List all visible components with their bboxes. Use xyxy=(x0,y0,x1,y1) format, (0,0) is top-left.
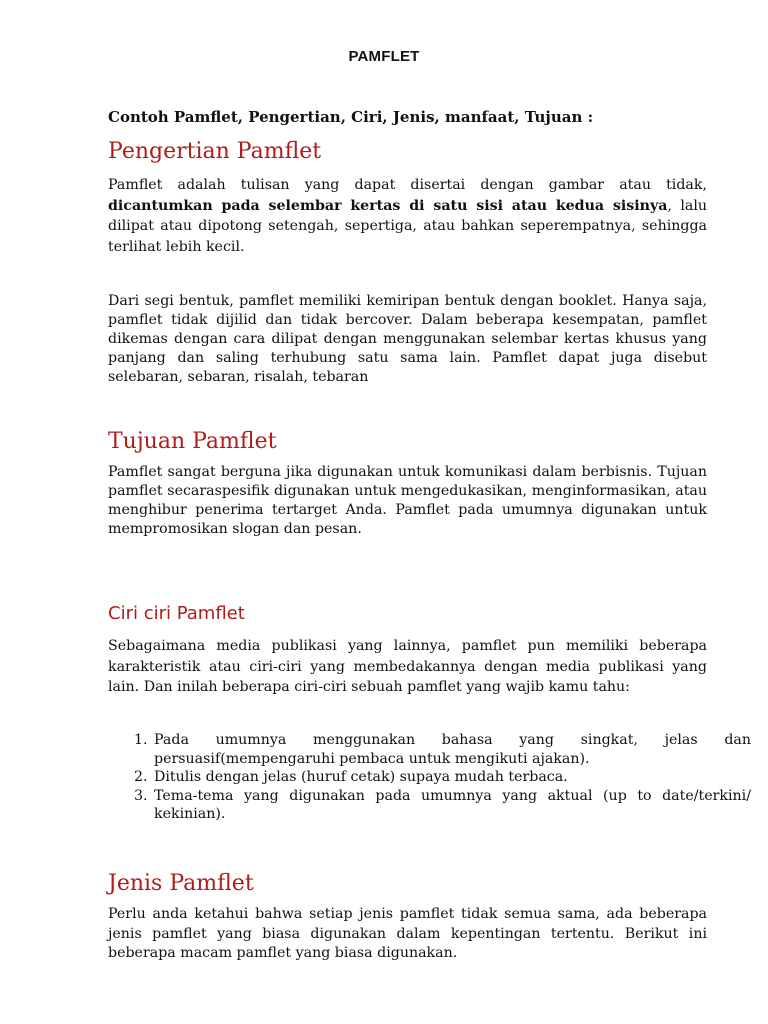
paragraph-tujuan-1: Pamflet sangat berguna jika digunakan untuk komunikasi dalam berbisnis. Tujuan pamflet secaraspesifik digunakan untuk mengedukasikan, menginformasikan, atau menghibur penerima tertarget Anda. Pamflet pada umumnya digunakan untuk mempromosikan slogan dan pesan. xyxy=(108,464,707,537)
heading-ciri: Ciri ciri Pamflet xyxy=(108,603,245,624)
paragraph-pengertian-1-bold: dicantumkan pada selembar kertas di satu sisi atau kedua sisinya xyxy=(108,197,668,214)
paragraph-pengertian-2: Dari segi bentuk, pamflet memiliki kemiripan bentuk dengan booklet. Hanya saja, pamflet tidak dijilid dan tidak bercover. Dalam beberapa kesempatan, pamflet dikemas dengan cara dilipat dengan menggunakan selembar kertas khusus yang panjang dan saling terhubung satu sama lain. Pamflet dapat juga disebut selebaran, sebaran, risalah, tebaran xyxy=(108,293,707,385)
document-title: PAMFLET xyxy=(348,48,420,65)
heading-tujuan: Tujuan Pamflet xyxy=(108,429,277,454)
paragraph-pengertian-1-end: , lalu dilipat atau dipotong setengah, sepertiga, atau bahkan seperempatnya, sehingga terlihat lebih kecil. xyxy=(108,197,707,255)
list-item: 1. Pada umumnya menggunakan bahasa yang singkat, jelas dan persuasif(mempengaruhi pembaca untuk mengikuti ajakan). xyxy=(152,731,751,768)
document-subtitle: Contoh Pamflet, Pengertian, Ciri, Jenis, manfaat, Tujuan : xyxy=(108,108,594,126)
paragraph-jenis-1: Perlu anda ketahui bahwa setiap jenis pamflet tidak semua sama, ada beberapa jenis pamflet yang biasa digunakan dalam kepentingan tertentu. Berikut ini beberapa macam pamflet yang biasa digunakan. xyxy=(108,906,707,961)
list-item: 3. Tema-tema yang digunakan pada umumnya yang aktual (up to date/terkini/ kekinian). xyxy=(152,787,751,824)
paragraph-pengertian-1 xyxy=(108,175,707,257)
ciri-list xyxy=(108,731,751,824)
list-item: 2. Ditulis dengan jelas (huruf cetak) supaya mudah terbaca. xyxy=(152,768,751,787)
heading-pengertian: Pengertian Pamflet xyxy=(108,139,322,164)
heading-jenis: Jenis Pamflet xyxy=(108,871,254,896)
paragraph-ciri-1: Sebagaimana media publikasi yang lainnya, pamflet pun memiliki beberapa karakteristik atau ciri-ciri yang membedakannya dengan media publikasi yang lain. Dan inilah beberapa ciri-ciri sebuah pamflet yang wajib kamu tahu: xyxy=(108,638,707,695)
paragraph-pengertian-1-start: Pamflet adalah tulisan yang dapat disertai dengan gambar atau tidak, xyxy=(108,177,707,193)
